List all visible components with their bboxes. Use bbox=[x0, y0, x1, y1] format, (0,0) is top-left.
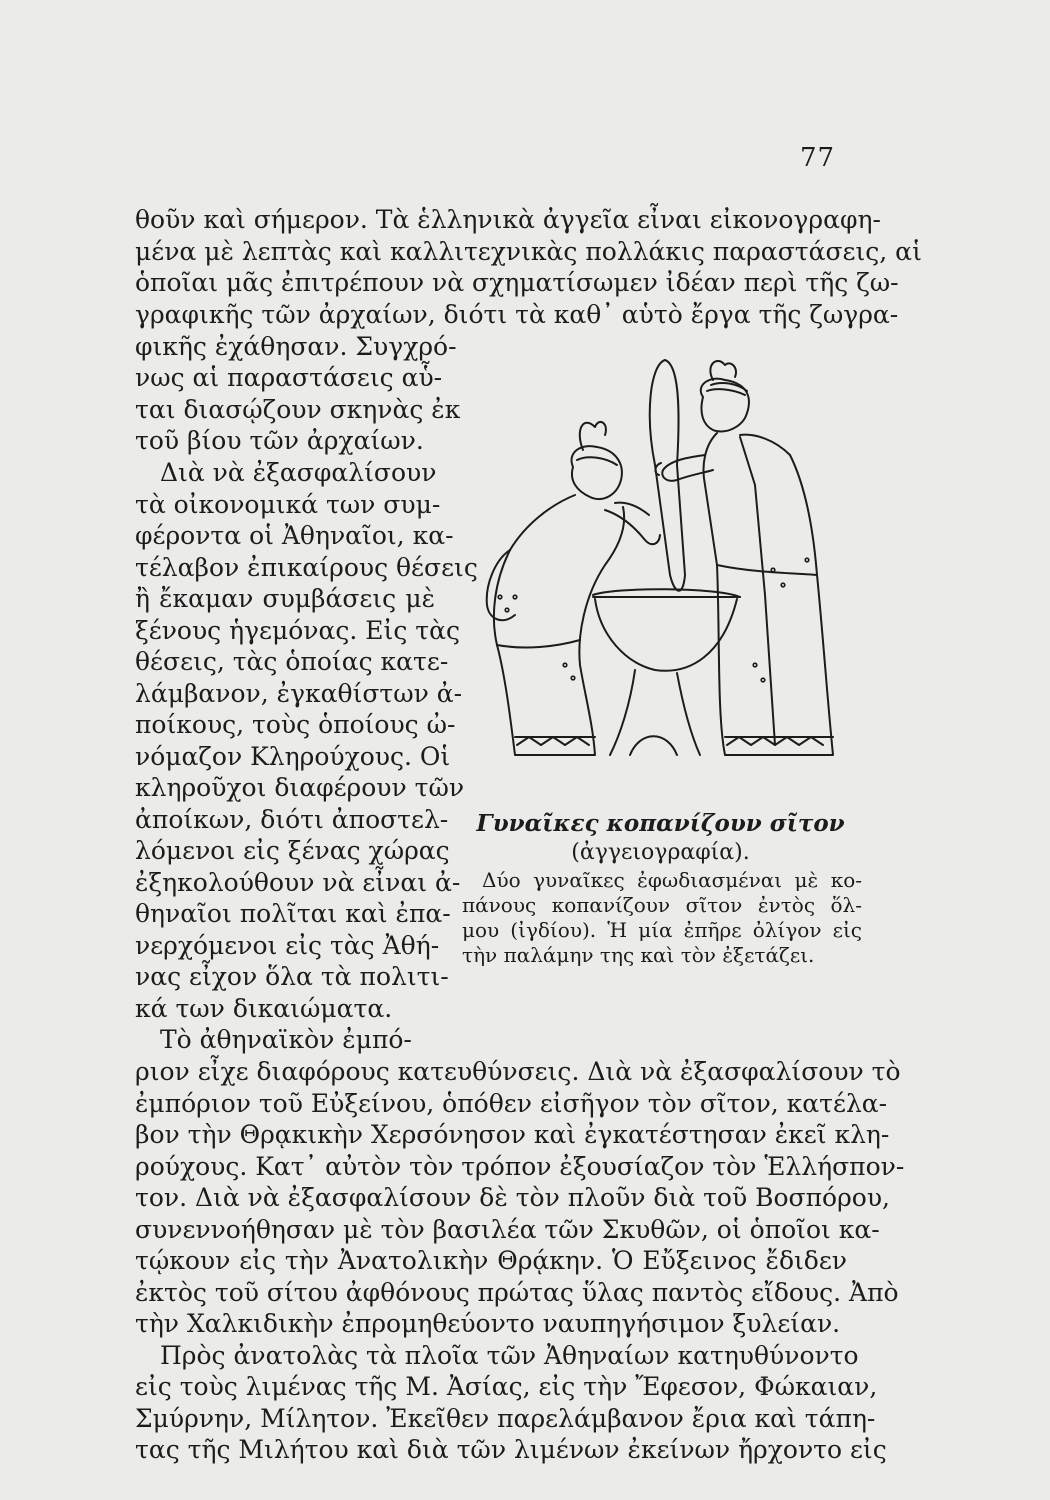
text-line: θηναῖοι πολῖται καὶ ἐπα- bbox=[135, 899, 451, 928]
text-line: φικῆς ἐχάθησαν. Συγχρό- bbox=[135, 332, 457, 361]
text-line: Διὰ νὰ ἐξασφαλίσουν bbox=[160, 458, 437, 487]
text-line: νόμαζον Κληρούχους. Οἱ bbox=[135, 742, 451, 771]
text-line: κά των δικαιώματα. bbox=[135, 994, 393, 1023]
text-line: τέλαβον ἐπικαίρους θέσεις bbox=[135, 553, 478, 582]
text-line: λόμενοι εἰς ξένας χώρας bbox=[135, 836, 450, 865]
text-line: ποίκους, τοὺς ὁποίους ὠ- bbox=[135, 710, 456, 739]
page-number: 77 bbox=[800, 143, 836, 173]
text-line: ἀποίκων, διότι ἀποστελ- bbox=[135, 805, 449, 834]
text-line: μένα μὲ λεπτὰς καὶ καλλιτεχνικὰς πολλάκις παραστάσεις, αἱ bbox=[135, 237, 922, 266]
vase-painting-illustration bbox=[455, 335, 875, 815]
text-line: ἐξηκολούθουν νὰ εἶναι ἀ- bbox=[135, 868, 461, 897]
text-line: ξένους ἡγεμόνας. Εἰς τὰς bbox=[135, 616, 460, 645]
caption-subtitle: (ἀγγειογραφία). bbox=[571, 840, 750, 865]
text-line: κληροῦχοι διαφέρουν τῶν bbox=[135, 773, 465, 802]
text-line: ὁποῖαι μᾶς ἐπιτρέπουν νὰ σχηματίσωμεν ἰδέαν περὶ τῆς ζω- bbox=[135, 268, 899, 297]
text-line: τας τῆς Μιλήτου καὶ διὰ τῶν λιμένων ἐκείνων ἤρχοντο εἰς bbox=[135, 1435, 887, 1464]
text-line: τὴν Χαλκιδικὴν ἐπρομηθεύοντο ναυπηγήσιμον ξυλείαν. bbox=[135, 1309, 841, 1338]
text-line: ρούχους. Κατ᾽ αὐτὸν τὸν τρόπον ἐξουσίαζον τὸν Ἑλλήσπον- bbox=[135, 1152, 905, 1181]
text-line: νερχόμενοι εἰς τὰς Ἀθή- bbox=[135, 931, 440, 960]
text-line: ται διασῴζουν σκηνὰς ἐκ bbox=[135, 395, 461, 424]
text-line: τοῦ βίου τῶν ἀρχαίων. bbox=[135, 426, 424, 455]
text-line: ἢ ἔκαμαν συμβάσεις μὲ bbox=[135, 584, 435, 613]
caption-line: τὴν παλάμην της καὶ τὸν ἐξετάζει. bbox=[462, 943, 815, 967]
text-line: ἐκτὸς τοῦ σίτου ἀφθόνους πρώτας ὕλας παντὸς εἴδους. Ἀπὸ bbox=[135, 1278, 899, 1307]
caption-line: μου (ἰγδίου). Ἡ μία ἐπῆρε ὀλίγον εἰς bbox=[462, 918, 862, 942]
text-line: τὰ οἰκονομικά των συμ- bbox=[135, 490, 441, 519]
text-line: ριον εἶχε διαφόρους κατευθύνσεις. Διὰ νὰ ἐξασφαλίσουν τὸ bbox=[135, 1057, 901, 1086]
text-line: εἰς τοὺς λιμένας τῆς Μ. Ἀσίας, εἰς τὴν Ἔφεσον, Φώκαιαν, bbox=[135, 1372, 878, 1401]
caption-title: Γυναῖκες κοπανίζουν σῖτον bbox=[476, 810, 845, 837]
caption-line: Δύο γυναῖκες ἐφωδιασμέναι μὲ κο- bbox=[482, 868, 862, 892]
text-line: θοῦν καὶ σήμερον. Τὰ ἑλληνικὰ ἀγγεῖα εἶναι εἰκονογραφη- bbox=[135, 205, 881, 234]
text-line: νας εἶχον ὅλα τὰ πολιτι- bbox=[135, 962, 449, 991]
text-line: Τὸ ἀθηναϊκὸν ἐμπό- bbox=[160, 1025, 412, 1054]
caption-line: πάνους κοπανίζουν σῖτον ἐντὸς ὅλ- bbox=[462, 893, 862, 917]
text-line: λάμβανον, ἐγκαθίστων ἀ- bbox=[135, 679, 463, 708]
text-line: ἐμπόριον τοῦ Εὐξείνου, ὁπόθεν εἰσῆγον τὸν σῖτον, κατέλα- bbox=[135, 1089, 888, 1118]
text-line: νως αἱ παραστάσεις αὗ- bbox=[135, 363, 443, 392]
text-line: βον τὴν Θρᾳκικὴν Χερσόνησον καὶ ἐγκατέστησαν ἐκεῖ κλη- bbox=[135, 1120, 890, 1149]
text-line: φέροντα οἱ Ἀθηναῖοι, κα- bbox=[135, 521, 454, 550]
text-line: γραφικῆς τῶν ἀρχαίων, διότι τὰ καθ᾽ αὑτὸ ἔργα τῆς ζωγρα- bbox=[135, 300, 899, 329]
text-line: Σμύρνην, Μίλητον. Ἐκεῖθεν παρελάμβανον ἔρια καὶ τάπη- bbox=[135, 1404, 876, 1433]
text-line: τον. Διὰ νὰ ἐξασφαλίσουν δὲ τὸν πλοῦν διὰ τοῦ Βοσπόρου, bbox=[135, 1183, 890, 1212]
text-line: συνεννοήθησαν μὲ τὸν βασιλέα τῶν Σκυθῶν, οἱ ὁποῖοι κα- bbox=[135, 1215, 880, 1244]
text-line: Πρὸς ἀνατολὰς τὰ πλοῖα τῶν Ἀθηναίων κατηυθύνοντο bbox=[160, 1341, 859, 1370]
text-line: θέσεις, τὰς ὁποίας κατε- bbox=[135, 647, 449, 676]
text-line: τῴκουν εἰς τὴν Ἀνατολικὴν Θρᾴκην. Ὁ Εὔξεινος ἔδιδεν bbox=[135, 1246, 847, 1275]
